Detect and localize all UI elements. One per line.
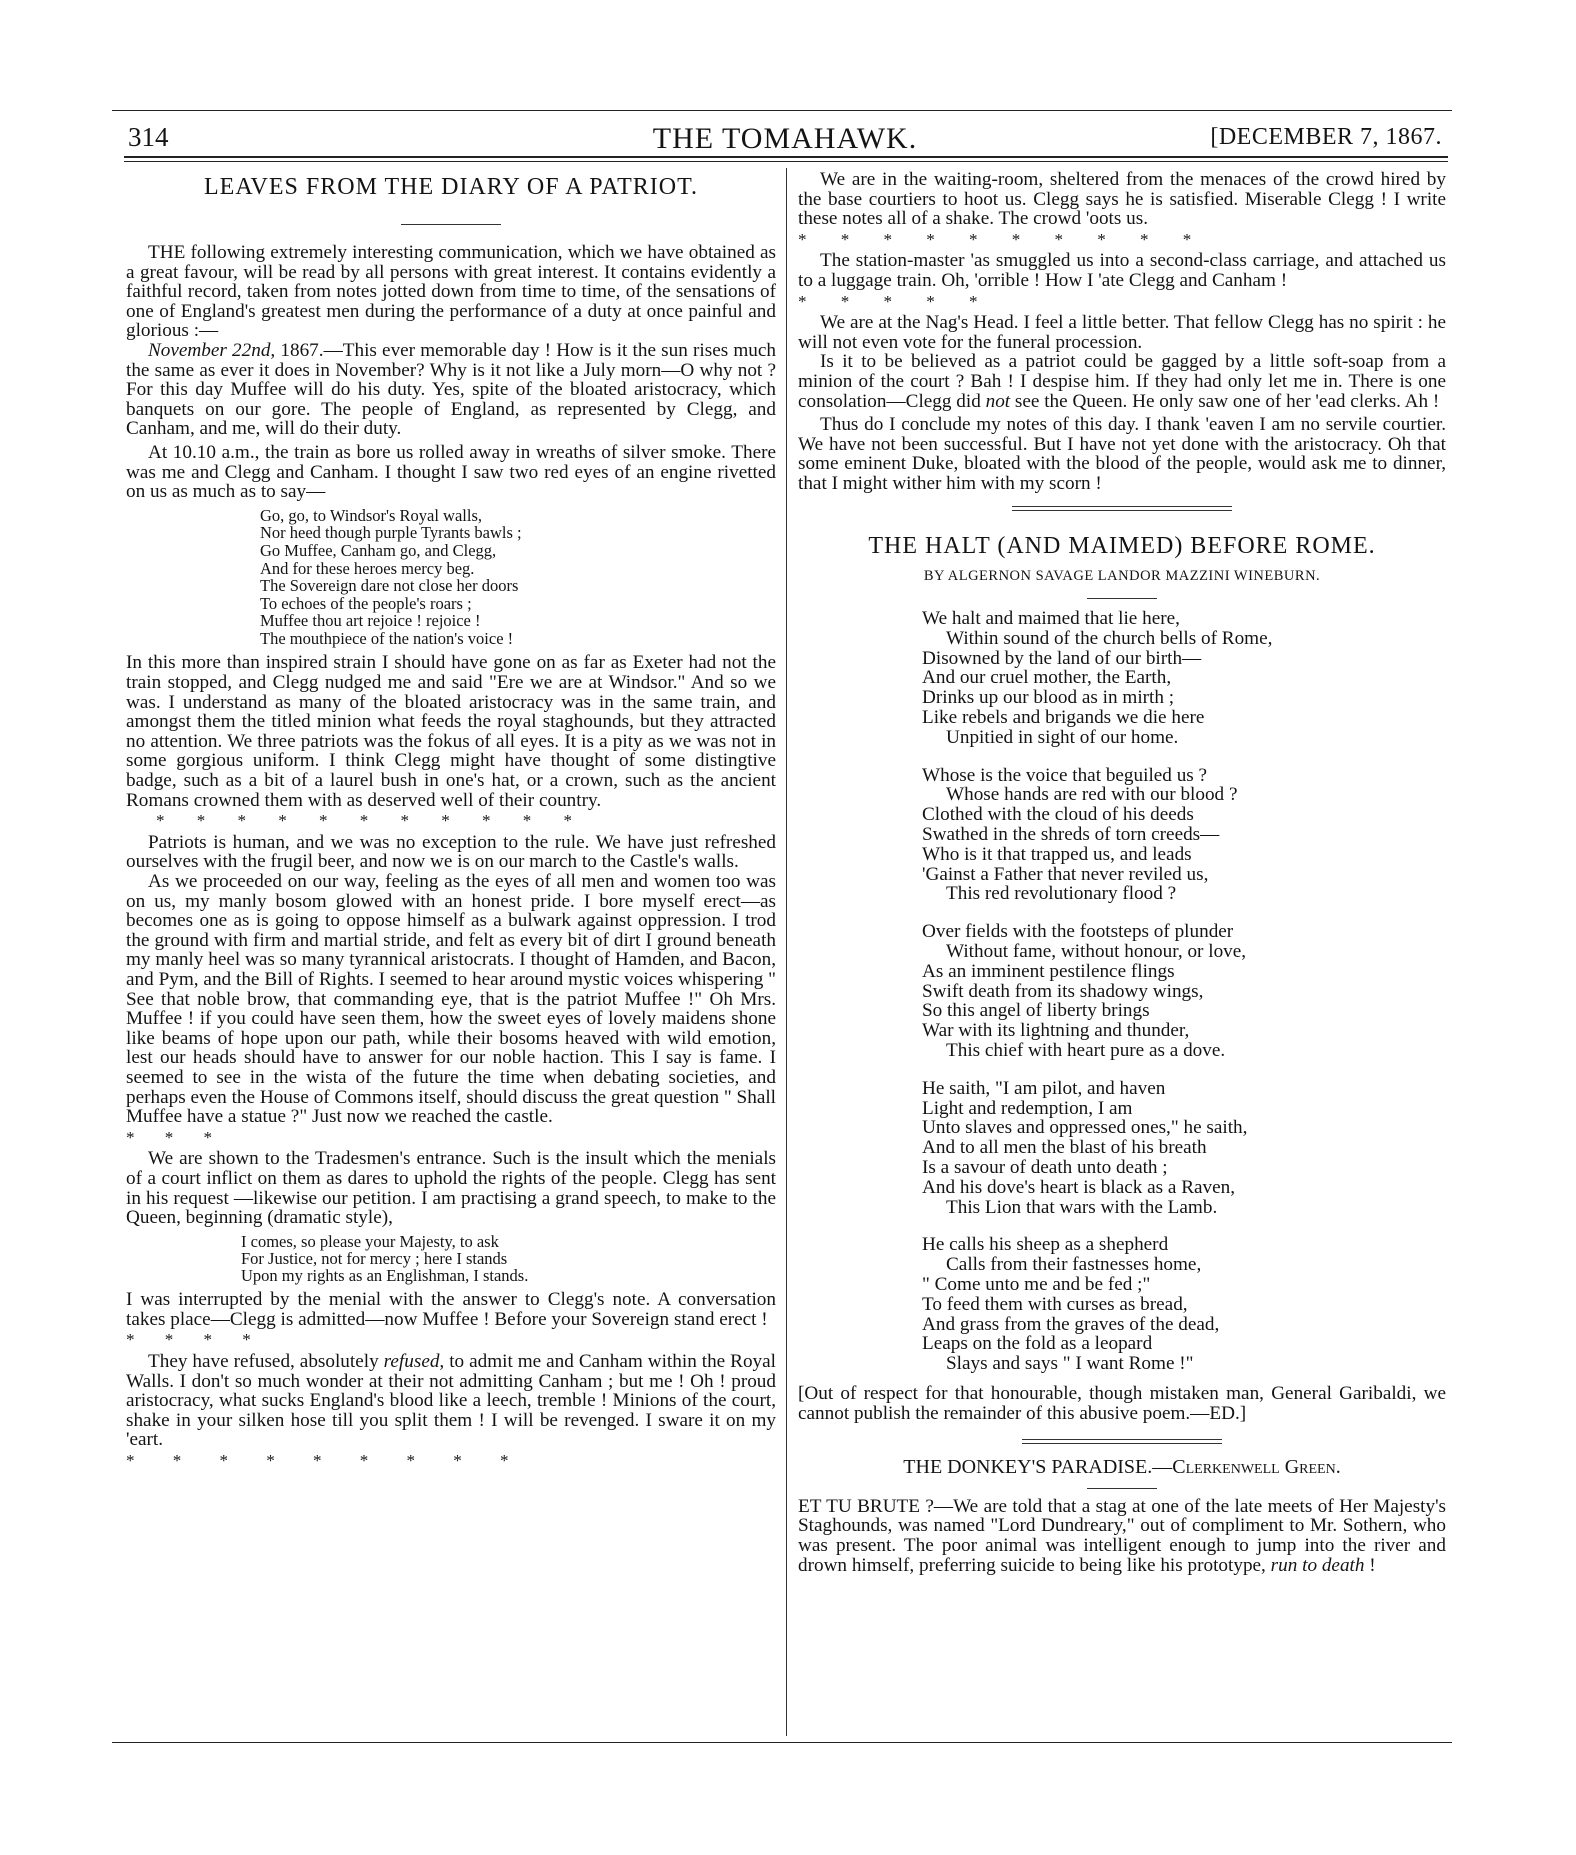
- poem-line: Whose hands are red with our blood ?: [946, 784, 1238, 806]
- poem-line: Unto slaves and oppressed ones," he saith,: [922, 1117, 1248, 1139]
- poem-line: Swathed in the shreds of torn creeds—: [922, 824, 1220, 846]
- march-paragraph: As we proceeded on our way, feeling as the eyes of all men and women too was on us, my manly bosom glowed with an honest pride. I bore myself erect—as becomes one as is going to oppose himself as a bulwark against oppression. I trod the ground with firm and martial stride, and felt as every bit of dirt I ground beneath my manly heel was so many tyrannical aristocrats. I thought of Hamden, and Bacon, and Pym, and the Bill of Rights. I seemed to hear around mystic voices whispering " See that noble brow, that commanding eye, that is the patriot Muffee !" Oh Mrs. Muffee ! if you could have seen them, how the sweet eyes of lovely maidens shone like beams of hope upon our path, while their bosoms heaved with wild emotion, lest our heads should have to answer for our noble haction. This I say is fame. I seemed to see in the wista of the future the time when debating societies, and perhaps even the House of Commons itself, should discuss the great question " Shall Muffee have a statue ?" Just now we reached the castle.: [126, 871, 776, 1128]
- section-double-rule: [1022, 1439, 1222, 1444]
- masthead: THE TOMAHAWK.: [652, 122, 918, 155]
- poem-line: Swift death from its shadowy wings,: [922, 980, 1204, 1002]
- poem-line: And our cruel mother, the Earth,: [922, 667, 1172, 689]
- poem-line: We halt and maimed that lie here,: [922, 608, 1180, 630]
- header-rule-2: [124, 161, 1448, 162]
- et-tu-brute-text: —We are told that a stag at one of the late meets of Her Majesty's Staghounds, was named "Lord Dundreary," out of compliment to Mr. Sothern, who was present. The poor animal was intelligent enough to jump into the river and drown himself, preferring suicide to being like his prototype,: [798, 1495, 1447, 1576]
- section-stars: * * * *: [126, 1330, 251, 1350]
- tradesmen-paragraph: We are shown to the Tradesmen's entrance. Such is the insult which the menials of a court inflict on them as dares to uphold the rights of the people. Clegg has sent in his request —likewise our petition. I am practising a grand speech, to make to the Queen, beginning (dramatic style),: [126, 1148, 776, 1229]
- poem-line: And grass from the graves of the dead,: [922, 1313, 1220, 1335]
- poem-line: Whose is the voice that beguiled us ?: [922, 764, 1208, 786]
- poem-line: Leaps on the fold as a leopard: [922, 1333, 1153, 1355]
- et-tu-brute-paragraph: [798, 1497, 1446, 1575]
- poem-line: As an imminent pestilence flings: [922, 960, 1175, 982]
- poem-line: Who is it that trapped us, and leads: [922, 843, 1192, 865]
- poem-line: Clothed with the cloud of his deeds: [922, 804, 1194, 826]
- poem-stanza: [922, 922, 1446, 1061]
- page-header: [128, 122, 1442, 156]
- verse-line: Go, go, to Windsor's Royal walls,: [260, 505, 483, 525]
- poem-line: He saith, "I am pilot, and haven: [922, 1077, 1166, 1099]
- verse-line: For Justice, not for mercy ; here I stands: [241, 1248, 508, 1268]
- donkey-rule: [1087, 1488, 1157, 1489]
- section-double-rule: [1012, 506, 1232, 511]
- poem: [922, 609, 1446, 1374]
- editor-note: [Out of respect for that honourable, though mistaken man, General Garibaldi, we cannot publish the remainder of this abusive poem.—ED.]: [798, 1382, 1446, 1424]
- section-stars: * * * * * * * * *: [126, 1451, 509, 1471]
- verse-line: And for these heroes mercy beg.: [260, 558, 475, 578]
- verse-line: Upon my rights as an Englishman, I stands.: [241, 1266, 529, 1286]
- poem-line: This red revolutionary flood ?: [946, 883, 1177, 905]
- nags-head-paragraph: We are at the Nag's Head. I feel a little better. That fellow Clegg has no spirit : he will not even vote for the funeral procession.: [798, 312, 1446, 353]
- verse-speech: [241, 1233, 776, 1285]
- section-stars: * * * * * * * * * *: [798, 229, 1192, 249]
- gagged-text: Is it to be believed as a patriot could be gagged by a little soft-soap from a minion of the court ? Bah ! I despise him. If they had only let me in. There is one consolation—Clegg did: [798, 351, 1446, 412]
- donkey-paradise-title: THE DONKEY'S PARADISE.—Clerkenwell Green.: [903, 1456, 1341, 1479]
- right-column: [798, 170, 1446, 1575]
- refused-text: They have refused, absolutely: [148, 1351, 384, 1373]
- gagged-emphasis: not: [985, 390, 1011, 412]
- poem-line: To feed them with curses as bread,: [922, 1293, 1188, 1315]
- poem-title: THE HALT (AND MAIMED) BEFORE ROME.: [868, 532, 1376, 559]
- gagged-text-end: see the Queen. He only saw one of her 'ead clerks. Ah !: [1010, 390, 1440, 412]
- poem-line: Disowned by the land of our birth—: [922, 647, 1202, 669]
- poem-line: Light and redemption, I am: [922, 1097, 1133, 1119]
- train-paragraph: At 10.10 a.m., the train as bore us rolled away in wreaths of silver smoke. There was me and Clegg and Canham. I thought I saw two red eyes of an engine rivetted on us as much as to say—: [126, 441, 776, 503]
- poem-line: And his dove's heart is black as a Raven,: [922, 1176, 1236, 1198]
- waiting-room-paragraph: We are in the waiting-room, sheltered from the menaces of the crowd hired by the base courtiers to hoot us. Clegg says he is satisfied. Miserable Clegg ! I write these notes all of a shake. The crowd 'oots us.: [798, 169, 1446, 230]
- poem-line: War with its lightning and thunder,: [922, 1020, 1190, 1042]
- refused-emphasis: refused,: [383, 1351, 445, 1373]
- poem-line: 'Gainst a Father that never reviled us,: [922, 863, 1209, 885]
- poem-line: Drinks up our blood as in mirth ;: [922, 687, 1175, 709]
- poem-line: And to all men the blast of his breath: [922, 1137, 1207, 1159]
- poem-stanza: [922, 766, 1446, 905]
- verse-line: I comes, so please your Majesty, to ask: [241, 1231, 499, 1251]
- page-number: 314: [128, 122, 169, 152]
- diary-paragraph: [126, 341, 776, 439]
- gagged-paragraph: [798, 352, 1446, 411]
- section-stars: * * * * *: [798, 291, 978, 311]
- poem-line: Like rebels and brigands we die here: [922, 707, 1205, 729]
- section-stars: * * *: [126, 1127, 212, 1147]
- left-column: [126, 170, 776, 1473]
- poem-line: Unpitied in sight of our home.: [946, 726, 1179, 748]
- verse-line: The mouthpiece of the nation's voice !: [260, 628, 514, 648]
- section-stars: * * * * * * * * * * *: [156, 811, 572, 831]
- poem-line: So this angel of liberty brings: [922, 1000, 1150, 1022]
- patriots-paragraph: Patriots is human, and we was no exception to the rule. We have just refreshed ourselves with the frugil beer, and now we is on our march to the Castle's walls.: [126, 831, 776, 873]
- conclusion-paragraph: Thus do I conclude my notes of this day. I thank 'eaven I am no servile courtier. We have not been successful. But I have not yet done with the aristocracy. Oh that some eminent Duke, bloated with the blood of the people, would ask me to dinner, that I might wither him with my scorn !: [798, 414, 1446, 494]
- station-paragraph: The station-master 'as smuggled us into a second-class carriage, and attached us to a luggage train. Oh, 'orrible ! How I 'ate Clegg and Canham !: [798, 250, 1446, 291]
- diary-date: November 22nd,: [148, 339, 276, 361]
- windsor-paragraph: In this more than inspired strain I should have gone on as far as Exeter had not the train stopped, and Clegg nudged me and said "Ere we are at Windsor." And so we was. I understand as many of the bloated aristocracy was in the same train, and amongst them the titled minion what feeds the royal staghounds, but they attracted no attention. We three patriots was the fokus of all eyes. It is a pity as we was not in some gorgious uniform. I think Clegg might have thought of some distingtive badge, such as a bit of a laurel bush in one's hat, or a crown, such as the ancient Romans crowned them with as deserved well of their country.: [126, 652, 776, 811]
- poem-line: Within sound of the church bells of Rome,: [946, 627, 1273, 649]
- poem-stanza: [922, 609, 1446, 748]
- byline-rule: [1087, 598, 1157, 599]
- diary-paragraph-text: 1867.—This ever memorable day ! How is it the sun rises much the same as ever it does in November? Why is it not like a July morn—O why not ? For this day Muffee will do his duty. Yes, spite of the bloated aristocracy, which banquets on our gore. The people of England, as represented by Clegg, and Canham, and me, will do their duty.: [126, 339, 776, 440]
- verse-line: Muffee thou art rejoice ! rejoice !: [260, 611, 481, 631]
- verse-windsor: [260, 507, 776, 648]
- column-divider: [786, 168, 787, 1736]
- refused-paragraph: [126, 1352, 776, 1450]
- poem-line: " Come unto me and be fed ;": [922, 1274, 1151, 1295]
- issue-date: [DECEMBER 7, 1867.: [1210, 124, 1442, 150]
- refused-text-end: to admit me and Canham within the Royal Walls. I don't so much wonder at their not admitting Canham ; but me ! Oh ! proud aristocracy, what sucks England's blood like a leech, tremble ! Minions of the court, shake in your silken hose till you split them ! I will be revenged. I sware it on my 'eart.: [126, 1351, 776, 1451]
- poem-stanza: [922, 1235, 1446, 1374]
- intro-paragraph: THE following extremely interesting communication, which we have obtained as a great favour, will be read by all persons with great interest. It contains evidently a faithful record, taken from notes jotted down from time to time, of the sensations of one of England's greatest men during the performance of a duty at once painful and glorious :—: [126, 242, 776, 342]
- et-tu-brute-end: !: [1364, 1554, 1376, 1576]
- verse-line: To echoes of the people's roars ;: [260, 593, 472, 613]
- title-rule: [401, 224, 501, 225]
- header-rule-1: [124, 156, 1448, 158]
- poem-line: This Lion that wars with the Lamb.: [946, 1196, 1218, 1218]
- poem-line: This chief with heart pure as a dove.: [946, 1040, 1226, 1062]
- interrupted-paragraph: I was interrupted by the menial with the answer to Clegg's note. A conversation takes place—Clegg is admitted—now Muffee ! Before your Sovereign stand erect !: [126, 1289, 776, 1330]
- poem-line: Is a savour of death unto death ;: [922, 1157, 1168, 1179]
- poem-line: Slays and says " I want Rome !": [946, 1353, 1194, 1375]
- article-title: LEAVES FROM THE DIARY OF A PATRIOT.: [204, 174, 698, 200]
- et-tu-brute-emphasis: run to death: [1270, 1554, 1365, 1576]
- verse-line: The Sovereign dare not close her doors: [260, 576, 519, 596]
- et-tu-brute-lead: ET TU BRUTE ?: [798, 1495, 934, 1517]
- poem-line: Calls from their fastnesses home,: [946, 1254, 1202, 1276]
- poem-byline: BY ALGERNON SAVAGE LANDOR MAZZINI WINEBURN.: [923, 567, 1321, 584]
- verse-line: Nor heed though purple Tyrants bawls ;: [260, 523, 522, 543]
- poem-line: Without fame, without honour, or love,: [946, 941, 1247, 963]
- bottom-rule: [112, 1742, 1452, 1743]
- poem-line: Over fields with the footsteps of plunder: [922, 921, 1234, 943]
- poem-stanza: [922, 1079, 1446, 1218]
- top-rule: [112, 110, 1452, 111]
- verse-line: Go Muffee, Canham go, and Clegg,: [260, 540, 497, 560]
- poem-line: He calls his sheep as a shepherd: [922, 1234, 1169, 1256]
